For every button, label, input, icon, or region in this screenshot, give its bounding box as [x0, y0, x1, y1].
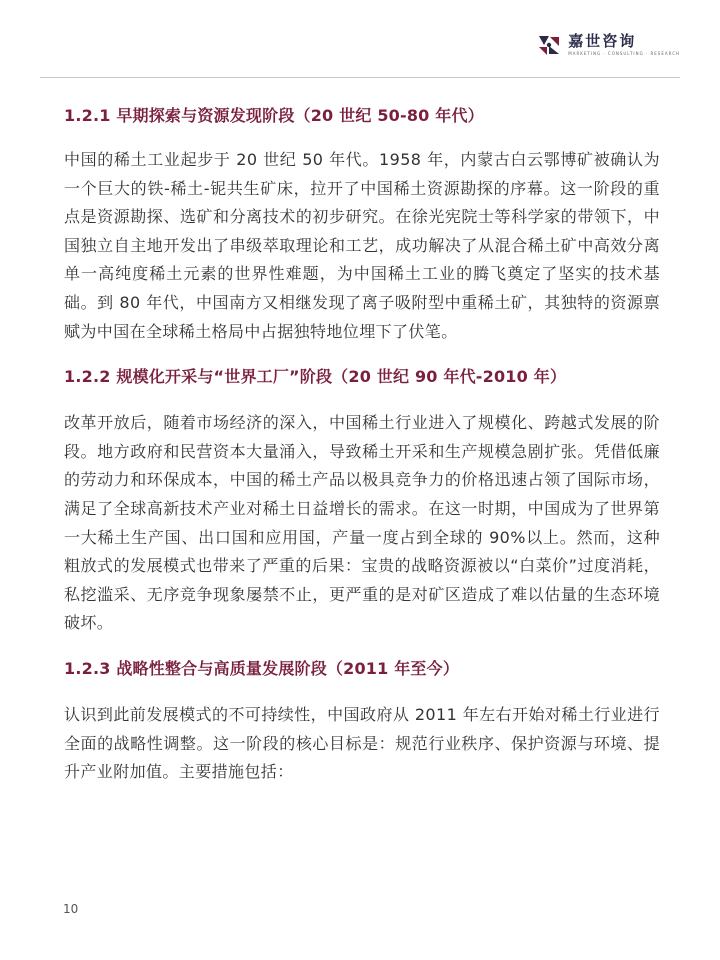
- section-body-1-2-3: 认识到此前发展模式的不可持续性，中国政府从 2011 年左右开始对稀土行业进行全面的战略性调整。这一阶段的核心目标是：规范行业秩序、保护资源与环境、提升产业附加值。主要措施包括：: [64, 704, 660, 782]
- section-heading-1-2-3: 1.2.3 战略性整合与高质量发展阶段（2011 年至今）: [64, 658, 460, 678]
- brand-name: 嘉世咨询: [568, 32, 637, 50]
- section-heading-1-2-2: 1.2.2 规模化开采与“世界工厂”阶段（20 世纪 90 年代-2010 年）: [64, 367, 567, 387]
- brand-logo: [536, 32, 680, 58]
- section-heading-1-2-1: 1.2.1 早期探索与资源发现阶段（20 世纪 50-80 年代）: [64, 106, 484, 125]
- document-content: [64, 98, 660, 787]
- header-divider: [40, 77, 680, 78]
- brand-subtitle: MARKETING · CONSULTING · RESEARCH: [568, 51, 680, 56]
- page-header: [0, 0, 720, 80]
- section-body-1-2-2: 改革开放后，随着市场经济的深入，中国稀土行业进入了规模化、跨越式发展的阶段。地方政府和民营资本大量涌入，导致稀土开采和生产规模急剧扩张。凭借低廉的劳动力和环保成本，中国的稀土产品以极具竞争力的价格迅速占领了国际市场，满足了全球高新技术产业对稀土日益增长的需求。在这一时期，中国成为了世界第一大稀土生产国、出口国和应用国，产量一度占到全球的 90%以上。然而，这种粗放式的发展模式也带来了严重的后果：宝贵的战略资源被以“白菜价”过度消耗，私挖滥采、无序竞争现象屡禁不止，更严重的是对矿区造成了难以估量的生态环境破坏。: [64, 413, 660, 633]
- brand-logo-icon: [536, 32, 562, 58]
- page-number: 10: [63, 902, 79, 916]
- section-body-1-2-1: 中国的稀土工业起步于 20 世纪 50 年代。1958 年，内蒙古白云鄂博矿被确认为一个巨大的铁-稀土-铌共生矿床，拉开了中国稀土资源勘探的序幕。这一阶段的重点是资源勘探、选矿和分离技术的初步研究。在徐光宪院士等科学家的带领下，中国独立自主地开发出了串级萃取理论和工艺，成功解决了从混合稀土矿中高效分离单一高纯度稀土元素的世界性难题，为中国稀土工业的腾飞奠定了坚实的技术基础。到 80 年代，中国南方又相继发现了离子吸附型中重稀土矿，其独特的资源禀赋为中国在全球稀土格局中占据独特地位埋下了伏笔。: [64, 150, 660, 341]
